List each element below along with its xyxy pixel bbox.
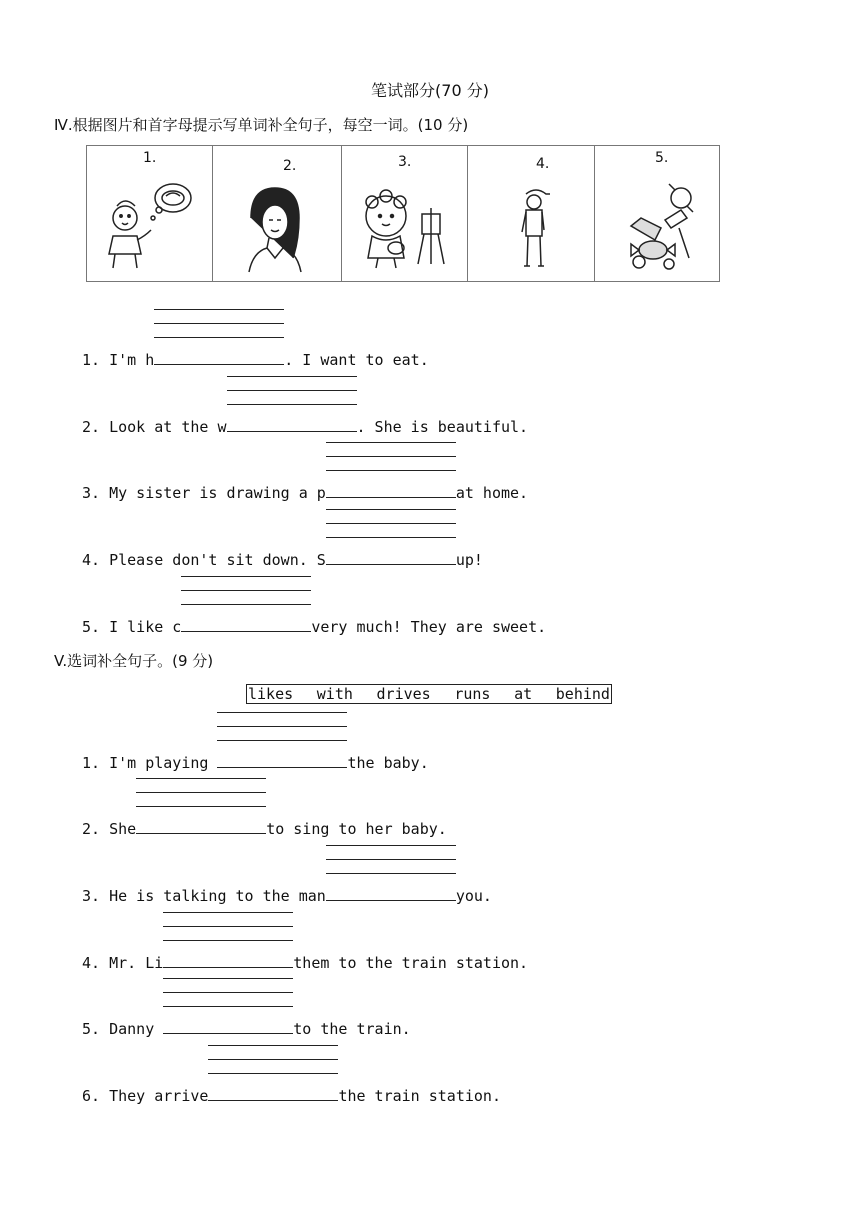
picture-number: 5. — [655, 150, 669, 166]
page-title: 笔试部分(70 分) — [371, 81, 489, 100]
picture-cell-3 — [342, 146, 468, 281]
question-text-after: at home. — [455, 484, 529, 502]
question-5-2 — [82, 820, 447, 838]
word-bank-item: at — [514, 685, 533, 703]
question-text-after: to the train. — [293, 1020, 411, 1038]
question-text-before: Danny — [109, 1020, 164, 1038]
question-text-before: They arrive — [109, 1087, 209, 1105]
question-number: 3. — [82, 887, 101, 905]
answer-blank[interactable] — [163, 1020, 293, 1034]
question-number: 2. — [82, 418, 101, 436]
question-text-before: He is talking to the man — [109, 887, 326, 905]
boy-standing-icon — [468, 176, 595, 276]
question-4-1 — [82, 351, 429, 369]
section-4-heading: Ⅳ.根据图片和首字母提示写单词补全句子，每空一词。(10 分) — [54, 116, 469, 134]
question-text-after: the train station. — [338, 1087, 501, 1105]
question-text-before: She — [109, 820, 137, 838]
question-4-3 — [82, 484, 528, 502]
question-5-4 — [82, 954, 528, 972]
answer-blank[interactable] — [181, 618, 311, 632]
question-number: 1. — [82, 754, 101, 772]
picture-number: 1. — [143, 150, 157, 166]
answer-blank[interactable] — [208, 1087, 338, 1101]
question-text-after: . She is beautiful. — [356, 418, 529, 436]
question-number: 2. — [82, 820, 101, 838]
answer-blank[interactable] — [154, 351, 284, 365]
woman-portrait-icon — [213, 176, 342, 276]
question-5-1 — [82, 754, 429, 772]
word-bank-item: drives — [376, 685, 431, 703]
answer-blank[interactable] — [326, 887, 456, 901]
question-text-after: to sing to her baby. — [266, 820, 447, 838]
answer-blank[interactable] — [326, 551, 456, 565]
picture-cell-1 — [87, 146, 213, 281]
question-text-before: Look at the w — [109, 418, 227, 436]
picture-cell-5 — [595, 146, 719, 281]
question-5-5 — [82, 1020, 411, 1038]
question-4-5 — [82, 618, 546, 636]
question-5-3 — [82, 887, 492, 905]
question-number: 6. — [82, 1087, 101, 1105]
question-text-after: . I want to eat. — [284, 351, 429, 369]
picture-table — [86, 145, 720, 282]
question-text-after: the baby. — [347, 754, 429, 772]
question-text-before: My sister is drawing a p — [109, 484, 326, 502]
picture-number: 3. — [398, 154, 412, 170]
answer-blank[interactable] — [163, 954, 293, 968]
question-4-4 — [82, 551, 483, 569]
picture-number: 2. — [283, 158, 297, 174]
candy-pile-icon — [595, 176, 719, 276]
question-number: 1. — [82, 351, 101, 369]
question-5-6 — [82, 1087, 501, 1105]
question-text-before: I like c — [109, 618, 182, 636]
question-text-before: Please don't sit down. S — [109, 551, 326, 569]
question-text-before: I'm h — [109, 351, 155, 369]
question-text-after: up! — [455, 551, 483, 569]
word-bank-item: likes — [248, 685, 294, 703]
question-number: 3. — [82, 484, 101, 502]
picture-cell-4 — [468, 146, 595, 281]
question-number: 5. — [82, 1020, 101, 1038]
question-number: 4. — [82, 954, 101, 972]
question-text-before: I'm playing — [109, 754, 218, 772]
word-bank-item: runs — [454, 685, 491, 703]
picture-number: 4. — [536, 156, 550, 172]
hungry-girl-icon — [87, 176, 213, 276]
answer-blank[interactable] — [326, 484, 456, 498]
question-number: 4. — [82, 551, 101, 569]
girl-painting-icon — [342, 176, 468, 276]
answer-blank[interactable] — [217, 754, 347, 768]
word-bank — [246, 684, 612, 704]
word-bank-item: behind — [555, 685, 610, 703]
question-text-after: them to the train station. — [293, 954, 529, 972]
question-text-after: very much! They are sweet. — [311, 618, 547, 636]
word-bank-item: with — [316, 685, 353, 703]
answer-blank[interactable] — [136, 820, 266, 834]
question-4-2 — [82, 418, 528, 436]
question-number: 5. — [82, 618, 101, 636]
question-text-after: you. — [455, 887, 492, 905]
section-5-heading: V.选词补全句子。(9 分) — [54, 652, 214, 670]
question-text-before: Mr. Li — [109, 954, 164, 972]
picture-cell-2 — [213, 146, 342, 281]
answer-blank[interactable] — [227, 418, 357, 432]
